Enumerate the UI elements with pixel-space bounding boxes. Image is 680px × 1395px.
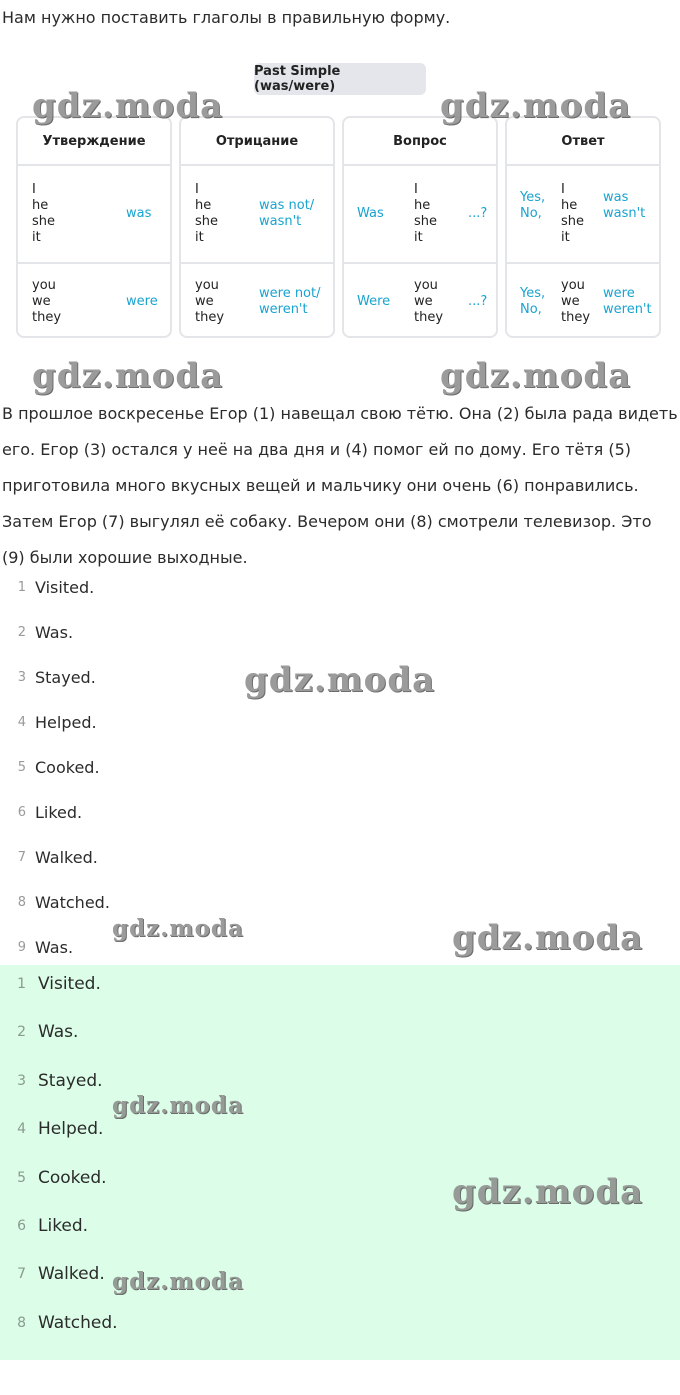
table-row-singular (344, 166, 496, 264)
column-answer (505, 116, 661, 338)
column-affirmative (16, 116, 172, 338)
table-row-plural (344, 264, 496, 340)
item-number: 3 (17, 1073, 26, 1089)
verb-form: were weren't (603, 286, 652, 317)
pronouns: I he she it (414, 182, 438, 245)
watermark: gdz.moda (112, 915, 244, 942)
item-number: 3 (17, 670, 26, 685)
item-number: 1 (17, 976, 26, 992)
item-number: 4 (17, 715, 26, 730)
column-header: Ответ (507, 118, 659, 166)
item-text: Cooked. (38, 1168, 107, 1188)
item-number: 8 (17, 1315, 26, 1331)
yes-no: Yes, No, (520, 286, 546, 317)
item-text: Helped. (35, 713, 97, 732)
table-row-singular (507, 166, 659, 264)
item-number: 7 (17, 850, 26, 865)
question-mark: ...? (468, 206, 488, 221)
item-number: 9 (17, 940, 26, 955)
item-number: 2 (17, 625, 26, 640)
pronouns: you we they (195, 278, 225, 325)
item-text: Was. (38, 1022, 79, 1042)
table-row-plural (507, 264, 659, 340)
item-text: Visited. (38, 974, 101, 994)
pronouns: you we they (561, 278, 591, 325)
item-text: Watched. (38, 1313, 118, 1333)
table-title: Past Simple (was/were) (254, 63, 426, 95)
pronouns: you we they (414, 278, 444, 325)
item-text: Walked. (38, 1264, 105, 1284)
item-text: Liked. (35, 803, 83, 822)
column-header: Вопрос (344, 118, 496, 166)
answer-block (0, 965, 680, 1360)
intro-text: Нам нужно поставить глаголы в правильную форму. (2, 8, 451, 27)
pronouns: I he she it (32, 182, 56, 245)
pronouns: you we they (32, 278, 62, 325)
table-row-plural (18, 264, 170, 340)
table-row-singular (18, 166, 170, 264)
table-row-singular (181, 166, 333, 264)
story-text: В прошлое воскресенье Егор (1) навещал свою тётю. Она (2) была рада видеть его. Егор (3) остался у неё на два дня и (4) помог ей по дому. Его тётя (5) приготовила много вкусных вещей и мальчику они очень (6) понравились. Затем Егор (7) выгулял её собаку. Вечером они (8) смотрели телевизор. Это (9) были хорошие выходные. (2, 404, 678, 567)
verb-form: were (126, 294, 158, 309)
question-mark: ...? (468, 294, 488, 309)
watermark: gdz.moda (112, 1268, 244, 1295)
item-number: 7 (17, 1266, 26, 1282)
item-text: Helped. (38, 1119, 104, 1139)
item-number: 2 (17, 1024, 26, 1040)
watermark: gdz.moda (452, 1172, 644, 1212)
item-number: 8 (17, 895, 26, 910)
verb-form: was wasn't (603, 190, 646, 221)
item-text: Visited. (35, 578, 95, 597)
item-text: Cooked. (35, 758, 100, 777)
item-text: Was. (35, 623, 74, 642)
watermark: gdz.moda (32, 356, 224, 396)
pronouns: I he she it (561, 182, 585, 245)
auxiliary: Was (357, 206, 384, 221)
pronouns: I he she it (195, 182, 219, 245)
yes-no: Yes, No, (520, 190, 546, 221)
item-number: 1 (17, 580, 26, 595)
column-header: Отрицание (181, 118, 333, 166)
item-number: 6 (17, 805, 26, 820)
auxiliary: Were (357, 294, 391, 309)
verb-form: was not/ wasn't (259, 198, 315, 229)
verb-form: were not/ weren't (259, 286, 321, 317)
watermark: gdz.moda (112, 1092, 244, 1119)
watermark: gdz.moda (32, 86, 224, 126)
watermark: gdz.moda (440, 356, 632, 396)
item-text: Was. (35, 938, 74, 957)
verb-form: was (126, 206, 152, 221)
column-header: Утверждение (18, 118, 170, 166)
column-question (342, 116, 498, 338)
item-text: Watched. (35, 893, 110, 912)
column-negative (179, 116, 335, 338)
item-text: Liked. (38, 1216, 89, 1236)
item-number: 4 (17, 1121, 26, 1137)
item-text: Stayed. (38, 1071, 103, 1091)
item-number: 6 (17, 1218, 26, 1234)
item-text: Stayed. (35, 668, 96, 687)
item-number: 5 (17, 1170, 26, 1186)
watermark: gdz.moda (440, 86, 632, 126)
table-row-plural (181, 264, 333, 340)
watermark: gdz.moda (244, 660, 436, 700)
item-number: 5 (17, 760, 26, 775)
item-text: Walked. (35, 848, 98, 867)
watermark: gdz.moda (452, 918, 644, 958)
